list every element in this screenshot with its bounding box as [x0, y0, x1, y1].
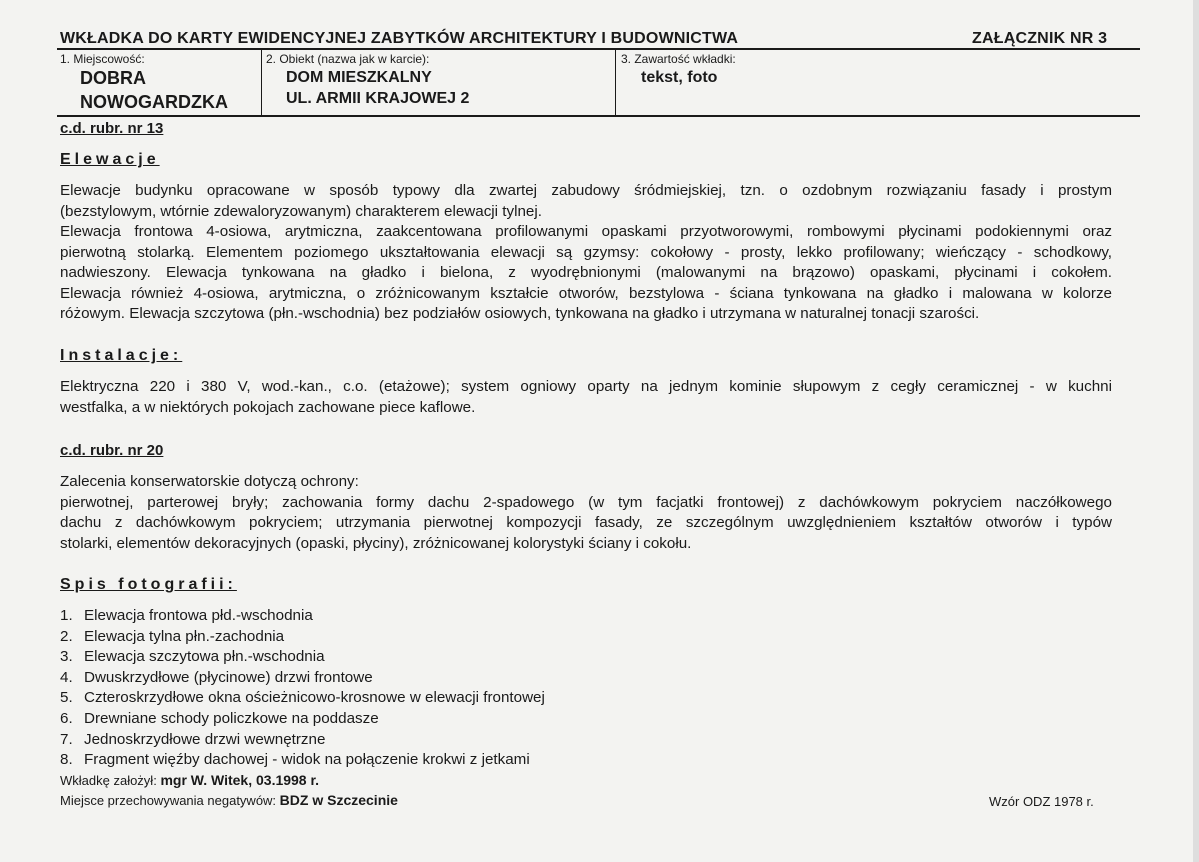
list-item — [60, 627, 545, 648]
object-value-1: DOM MIESZKALNY — [286, 69, 432, 86]
scan-edge — [1193, 0, 1199, 862]
photo-number: 5. — [60, 689, 73, 707]
rubric-13-heading: c.d. rubr. nr 13 — [60, 120, 164, 137]
rubric-20-text — [60, 472, 1112, 554]
form-title: WKŁADKA DO KARTY EWIDENCYJNEJ ZABYTKÓW ARCHITEKTURY I BUDOWNICTWA — [60, 30, 739, 47]
photo-caption: Fragment więźby dachowej - widok na połączenie krokwi z jetkami — [84, 751, 530, 769]
author-value: mgr W. Witek, 03.1998 r. — [160, 772, 320, 788]
photo-caption: Czteroskrzydłowe okna ościeżnicowo-krosnowe w elewacji frontowej — [84, 689, 545, 707]
photo-caption: Dwuskrzydłowe (płycinowe) drzwi frontowe — [84, 668, 373, 686]
object-value-2: UL. ARMII KRAJOWEJ 2 — [286, 90, 470, 107]
list-item — [60, 647, 545, 668]
installations-line: Elektryczna 220 i 380 V, wod.-kan., c.o. (etażowe); system ogniowy oparty na jednym kominie słupowym z cegły ceramicznej - w kuchni — [60, 378, 1112, 395]
photo-caption: Drewniane schody policzkowe na poddasze — [84, 709, 379, 727]
list-item — [60, 709, 545, 730]
installations-line: westfalka, a w niektórych pokojach zachowane piece kaflowe. — [60, 398, 476, 416]
storage-label: Miejsce przechowywania negatywów: — [60, 793, 277, 808]
photo-caption: Jednoskrzydłowe drzwi wewnętrzne — [84, 730, 326, 748]
elevations-line: Elewacja również 4-osiowa, arytmiczna, o zróżnicowanym kształcie otworów, bezstylowa - ściana tynkowana na gładko i malowana w kolorze — [60, 284, 1112, 302]
storage-value: BDZ w Szczecinie — [279, 792, 398, 808]
list-item — [60, 730, 545, 751]
locality-value-1: DOBRA — [80, 68, 146, 88]
photos-heading: Spis fotografii: — [60, 576, 237, 593]
attachment-label: ZAŁĄCZNIK NR 3 — [972, 30, 1108, 47]
header-rule-top — [57, 48, 1140, 50]
installations-heading: Instalacje: — [60, 347, 183, 364]
list-item — [60, 668, 545, 689]
photo-number: 7. — [60, 730, 73, 748]
photo-number: 2. — [60, 627, 73, 645]
list-item — [60, 750, 545, 771]
elevations-line: nadwieszony. Elewacja tynkowana na gładko i bielona, z wyodrębnionymi (malowanymi na brązowo) opaskami, płycinami i cokołem. — [60, 264, 1112, 281]
elevations-text — [60, 181, 1112, 325]
header-rule-bottom — [57, 115, 1140, 117]
template-note: Wzór ODZ 1978 r. — [989, 794, 1094, 809]
rubric-20-line: pierwotnej, parterowej bryły; zachowania formy dachu 2-spadowego (w tym facjatki frontowej) z dachówkowym pokryciem naczółkowego — [60, 493, 1112, 511]
elevations-line: Elewacje budynku opracowane w sposób typowy dla zwartej zabudowy śródmiejskiej, tzn. o ozdobnym rozwiązaniu fasady i prostym — [60, 182, 1112, 199]
storage-line — [60, 792, 398, 808]
elevations-line: (bezstylowym, wtórnie zdewaloryzowanym) charakterem elewacji tylnej. — [60, 202, 542, 220]
photos-list — [60, 606, 545, 771]
photo-caption: Elewacja szczytowa płn.-wschodnia — [84, 648, 325, 666]
installations-text — [60, 377, 1112, 418]
photo-number: 3. — [60, 648, 73, 666]
elevations-heading: Elewacje — [60, 151, 160, 168]
locality-value-2: NOWOGARDZKA — [80, 92, 228, 112]
locality-label: 1. Miejscowość: — [60, 52, 145, 66]
photo-number: 1. — [60, 607, 73, 624]
field-divider-2 — [615, 49, 616, 115]
list-item — [60, 688, 545, 709]
elevations-line: Elewacja frontowa 4-osiowa, arytmiczna, zaakcentowana profilowanymi opaskami przyotworowymi, rombowymi płycinami podokiennymi oraz — [60, 223, 1112, 240]
content-value: tekst, foto — [641, 69, 718, 86]
rubric-20-line: Zalecenia konserwatorskie dotyczą ochrony: — [60, 473, 359, 490]
photo-number: 8. — [60, 751, 73, 769]
author-label: Wkładkę założył: — [60, 773, 157, 788]
photo-caption: Elewacja frontowa płd.-wschodnia — [84, 607, 313, 624]
rubric-20-line: dachu z dachówkowym pokryciem; utrzymania pierwotnej kompozycji fasady, ze szczególnym uwzględnieniem kształtów otworów i typów — [60, 514, 1112, 531]
photo-number: 6. — [60, 709, 73, 727]
elevations-line: pierwotną stolarką. Elementem poziomego ukształtowania elewacji są gzymsy: cokołowy - prosty, lekko profilowany; wieńczący - schodkowy, — [60, 243, 1112, 261]
elevations-line: różowym. Elewacja szczytowa (płn.-wschodnia) bez podziałów osiowych, tynkowana na gładko i utrzymana w naturalnej tonacji szarości. — [60, 305, 980, 322]
photo-number: 4. — [60, 668, 73, 686]
author-line — [60, 772, 319, 788]
object-label: 2. Obiekt (nazwa jak w karcie): — [266, 52, 430, 66]
rubric-20-line: stolarki, elementów dekoracyjnych (opaski, płyciny), zróżnicowanej kolorystyki ściany i cokołu. — [60, 534, 692, 552]
content-label: 3. Zawartość wkładki: — [621, 52, 736, 66]
rubric-20-heading: c.d. rubr. nr 20 — [60, 442, 164, 459]
photo-caption: Elewacja tylna płn.-zachodnia — [84, 627, 285, 645]
field-divider-1 — [261, 49, 262, 115]
list-item — [60, 606, 545, 627]
